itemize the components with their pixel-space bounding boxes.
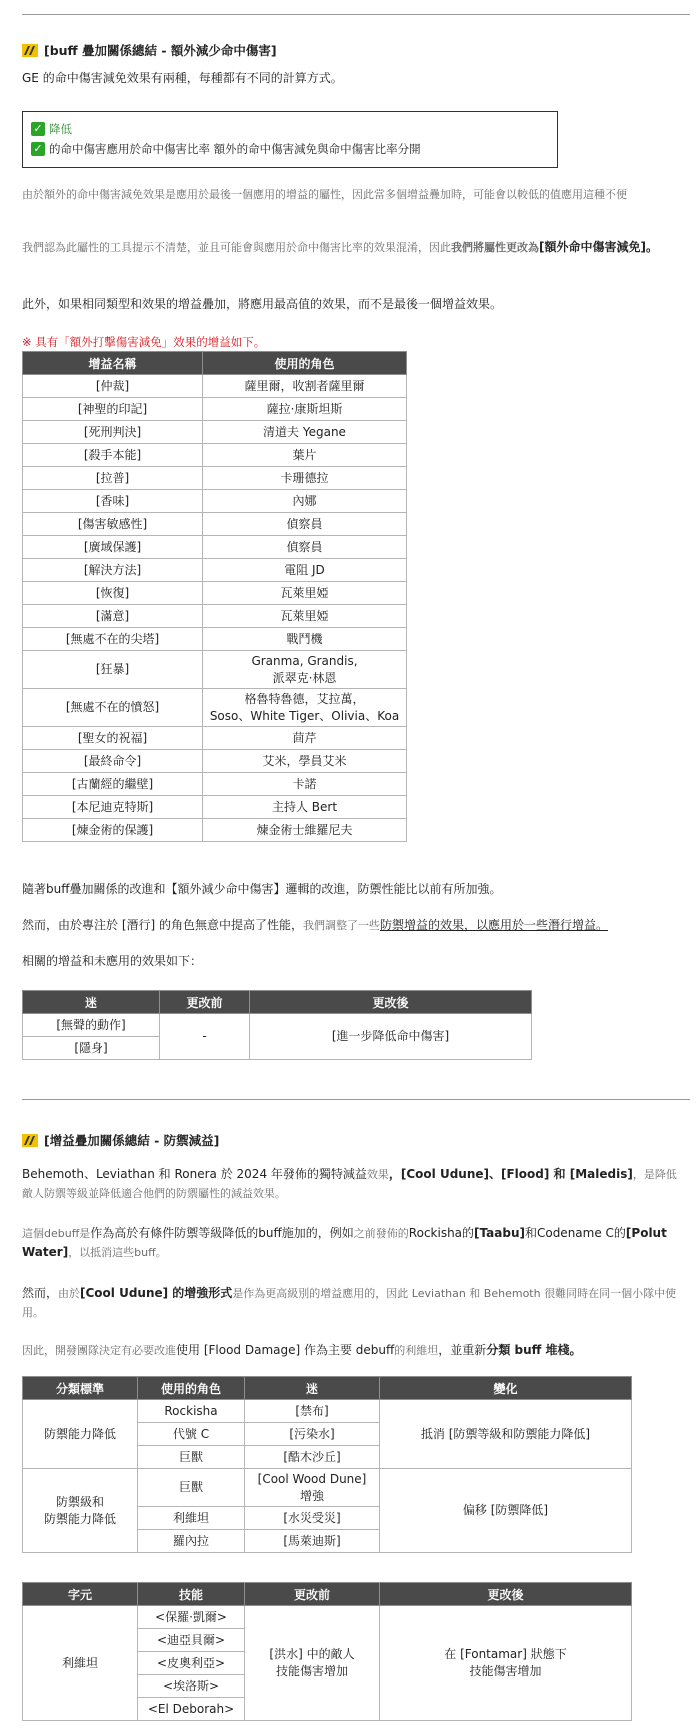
s2p3-b: 由於 [58,1287,81,1300]
s2p4-a: 因此，開發團隊決定有必要改進 [22,1344,176,1357]
p6-c: 防禦增益的效果，以應用於一些潛行增益。 [380,918,609,932]
buff-name-cell: [殺手本能] [23,444,203,467]
buff-name-cell: [聖女的祝福] [23,727,203,750]
defense-header-0: 分類標準 [23,1377,138,1400]
skill-header-0: 字元 [23,1583,138,1606]
table-row [23,375,407,398]
table-row [23,819,407,842]
table-row [23,398,407,421]
group2-criterion: 防禦級和 防禦能力降低 [23,1469,138,1553]
group1-debuff: [污染水] [245,1423,380,1446]
s2p3-c: [Cool Udune] 的增強形式 [80,1286,233,1300]
buff-character-cell: 瓦萊里婭 [203,582,407,605]
section1-paragraph-3 [22,238,682,257]
buff-character-cell: 葉片 [203,444,407,467]
section1-paragraph-2: 由於額外的命中傷害減免效果是應用於最後一個應用的增益的屬性，因此當多個增益疊加時，可能會以較低的值應用這種不便 [22,188,627,201]
group2-change: 偏移 [防禦降低] [380,1469,632,1553]
table-row [23,773,407,796]
buff-name-cell: [拉普] [23,467,203,490]
buff-character-cell: 偵察員 [203,513,407,536]
stealth-row-name: [無聲的動作] [23,1014,160,1037]
group1-debuff: [禁布] [245,1400,380,1423]
buff-name-cell: [恢復] [23,582,203,605]
section1-paragraph-7: 相關的增益和未應用的效果如下： [22,954,203,968]
section1-paragraph-6 [22,916,682,935]
table-row [23,421,407,444]
skill-name: <埃洛斯> [138,1675,245,1698]
s2p2-h: ，以抵消這些buff。 [68,1246,167,1259]
skill-table [22,1582,632,1721]
buff-name-cell: [無處不在的憤怒] [23,689,203,727]
flag-icon [22,44,38,57]
group1-character: Rockisha [138,1400,245,1423]
stealth-row-name: [隱身] [23,1037,160,1060]
table-row [23,536,407,559]
buff-character-cell: 內娜 [203,490,407,513]
table-row [23,750,407,773]
checkmark-icon: ✓ [31,122,45,136]
buff-name-cell: [無處不在的尖塔] [23,628,203,651]
note-box [22,111,558,168]
section1-intro: GE 的命中傷害減免效果有兩種，每種都有不同的計算方式。 [22,71,343,85]
buff-name-cell: [香味] [23,490,203,513]
skill-header-3: 更改後 [380,1583,632,1606]
skill-header-1: 技能 [138,1583,245,1606]
table-row [23,444,407,467]
buff-character-cell: 偵察員 [203,536,407,559]
buff-character-cell: 清道夫 Yegane [203,421,407,444]
buff-table-header-name: 增益名稱 [23,352,203,375]
skill-name: <保羅·凱爾> [138,1606,245,1629]
buff-name-cell: [解決方法] [23,559,203,582]
buff-name-cell: [煉金術的保護] [23,819,203,842]
section2-paragraph-2 [22,1224,682,1262]
group2-character: 利維坦 [138,1507,245,1530]
table-row [23,513,407,536]
skill-name: <迪亞貝爾> [138,1629,245,1652]
p6-a: 然而，由於專注於 [潛行] 的角色無意中提高了性能， [22,918,303,932]
buff-character-cell: 卡諾 [203,773,407,796]
group1-change: 抵消 [防禦等級和防禦能力降低] [380,1400,632,1469]
checkmark-icon: ✓ [31,142,45,156]
group2-debuff: [馬萊迪斯] [245,1530,380,1553]
buff-name-cell: [本尼迪克特斯] [23,796,203,819]
buff-name-cell: [滿意] [23,605,203,628]
buff-character-cell: 主持人 Bert [203,796,407,819]
buff-character-cell: 瓦萊里婭 [203,605,407,628]
table-row [23,605,407,628]
group1-character: 代號 C [138,1423,245,1446]
group2-debuff: [Cool Wood Dune] 增強 [245,1469,380,1507]
section2-heading-text: [增益疊加關係總結 - 防禦減益] [44,1133,220,1148]
skill-name: <皮奧利亞> [138,1652,245,1675]
buff-note: ※ 具有「額外打擊傷害減免」效果的增益如下。 [22,335,266,349]
defense-header-1: 使用的角色 [138,1377,245,1400]
section1-paragraph-4: 此外，如果相同類型和效果的增益疊加，將應用最高值的效果，而不是最後一個增益效果。 [22,297,503,311]
s2p2-g: [Polut Water] [22,1226,667,1259]
s2p2-a: 這個debuff是 [22,1227,91,1240]
group2-character: 巨獸 [138,1469,245,1507]
defense-table [22,1376,632,1553]
stealth-after: [進一步降低命中傷害] [250,1014,532,1060]
s2p3-a: 然而， [22,1286,59,1300]
s2p2-c: 之前發佈的 [353,1227,409,1240]
stealth-header-0: 迷 [23,991,160,1014]
buff-character-cell: 艾米，學員艾米 [203,750,407,773]
stealth-header-1: 更改前 [160,991,250,1014]
buff-name-cell: [廣域保護] [23,536,203,559]
table-row [23,628,407,651]
buff-name-cell: [死刑判決] [23,421,203,444]
defense-header-2: 迷 [245,1377,380,1400]
section2-heading [22,1131,219,1149]
buff-character-cell: 薩拉·康斯坦斯 [203,398,407,421]
s2p2-f: 和Codename C的 [524,1226,626,1240]
buff-character-cell: Granma, Grandis, 派翠克·林恩 [203,651,407,689]
buff-character-cell: 薩里爾，收割者薩里爾 [203,375,407,398]
buff-name-cell: [神聖的印記] [23,398,203,421]
buff-name-cell: [最終命令] [23,750,203,773]
section-divider [22,1099,690,1100]
s2p3-d: 是作為更高級別的增益應用的，因此 Leviathan 和 Behemoth 很難同時在同一個小隊中使用。 [22,1287,677,1319]
s2p4-c: 的利維坦 [394,1344,439,1357]
buff-character-cell: 戰鬥機 [203,628,407,651]
section1-heading-text: [buff 疊加關係總結 - 額外減少命中傷害] [44,43,277,58]
buff-character-cell: 卡珊德拉 [203,467,407,490]
p3-c: [額外命中傷害減免]。 [539,240,658,254]
group1-debuff: [酷木沙丘] [245,1446,380,1469]
skill-after: 在 [Fontamar] 狀態下 技能傷害增加 [380,1606,632,1721]
s2p1-c: ，[Cool Udune]、[Flood] 和 [Maledis] [388,1167,633,1181]
table-row [23,467,407,490]
table-row [23,689,407,727]
buff-name-cell: [狂暴] [23,651,203,689]
stealth-header-2: 更改後 [250,991,532,1014]
skill-before: [洪水] 中的敵人 技能傷害增加 [245,1606,380,1721]
group1-criterion: 防禦能力降低 [23,1400,138,1469]
table-row [23,796,407,819]
p3-b: 我們將屬性更改為 [451,241,539,254]
table-row [23,727,407,750]
s2p1-b: 效果 [366,1168,389,1181]
buff-character-cell: 茴芹 [203,727,407,750]
defense-header-3: 變化 [380,1377,632,1400]
group2-debuff: [水災受災] [245,1507,380,1530]
section1-heading [22,41,277,59]
buff-name-cell: [仲裁] [23,375,203,398]
section2-paragraph-1 [22,1165,682,1203]
s2p4-b: 使用 [Flood Damage] 作為主要 debuff [176,1343,395,1357]
top-divider [22,14,690,15]
box-line-1: 降低 [49,122,72,136]
table-row [23,490,407,513]
buff-name-cell: [傷害敏感性] [23,513,203,536]
skill-character: 利維坦 [23,1606,138,1721]
table-row [23,651,407,689]
s2p1-a: Behemoth、Leviathan 和 Ronera 於 2024 年發佈的獨特減益 [22,1167,367,1181]
table-row [23,559,407,582]
s2p4-e: 分類 buff 堆棧。 [486,1343,582,1357]
flag-icon [22,1134,38,1147]
section1-paragraph-5: 隨著buff疊加關係的改進和【額外減少命中傷害】邏輯的改進，防禦性能比以前有所加強。 [22,882,502,896]
group2-character: 羅內拉 [138,1530,245,1553]
table-row [23,582,407,605]
buff-name-cell: [古蘭經的繼壁] [23,773,203,796]
skill-name: <El Deborah> [138,1698,245,1721]
s2p2-b: 作為高於有條件防禦等級降低的buff施加的，例如 [90,1226,354,1240]
buff-character-cell: 電阻 JD [203,559,407,582]
buff-character-cell: 格魯特魯德，艾拉萬， Soso、White Tiger、Olivia、Koa [203,689,407,727]
s2p4-d: ，並重新 [438,1343,487,1357]
s2p2-d: Rockisha的 [408,1226,475,1240]
buff-character-cell: 煉金術士維羅尼夫 [203,819,407,842]
section2-paragraph-4 [22,1341,682,1360]
box-line-2: 的命中傷害應用於命中傷害比率 額外的命中傷害減免與命中傷害比率分開 [49,142,421,156]
group1-character: 巨獸 [138,1446,245,1469]
buff-table-header-character: 使用的角色 [203,352,407,375]
section2-paragraph-3 [22,1284,682,1322]
p3-a: 我們認為此屬性的工具提示不清楚，並且可能會與應用於命中傷害比率的效果混淆，因此 [22,241,451,254]
stealth-before: - [160,1014,250,1060]
stealth-table [22,990,532,1060]
p6-b: 我們調整了一些 [303,919,380,932]
skill-header-2: 更改前 [245,1583,380,1606]
s2p2-e: [Taabu] [474,1226,525,1240]
s2p1-d: ，是降低敵人防禦等級並降低適合他們的防禦屬性的減益效果。 [22,1168,677,1200]
buff-table [22,351,407,842]
